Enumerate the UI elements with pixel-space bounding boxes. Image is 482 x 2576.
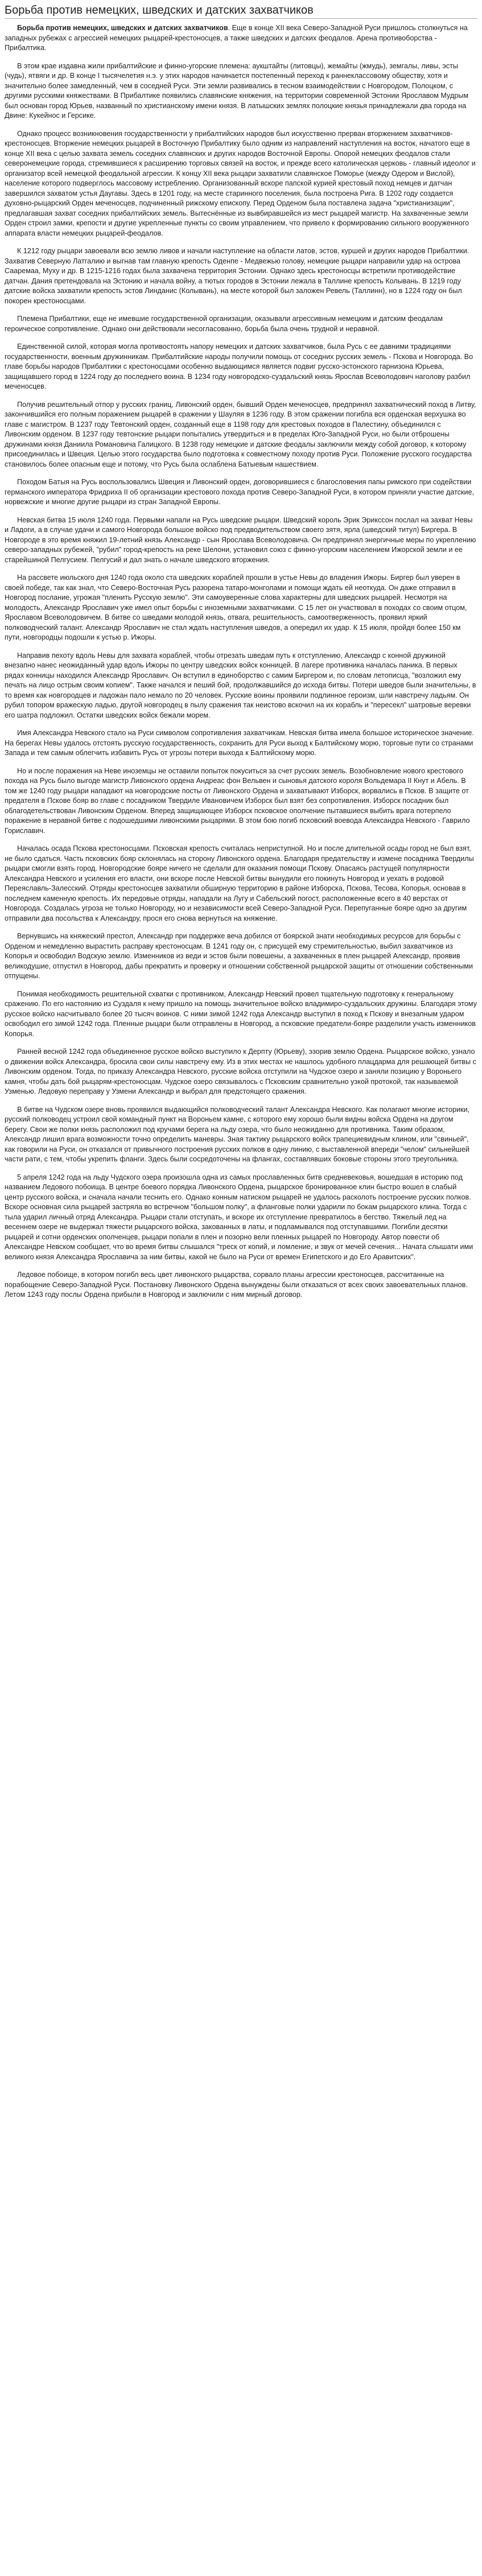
article-paragraph (5, 129, 477, 239)
article-paragraph (5, 314, 477, 334)
paragraph-text: . Еще в конце XII века Северо-Западной Руси пришлось столкнуться на западных рубежах с агрессией немецких рыцарей-крестоносцев, а также шведских и датских феодалов. Арена противоборства - Прибалтика. (5, 24, 468, 52)
paragraph-text: Направив пехоту вдоль Невы для захвата кораблей, чтобы отрезать шведам путь к отступлению, Александр с конной дружиной внезапно нанес неожиданный удар вдоль Ижоры по центру шведских войск конницей. В лагере противника началась паника. В первых рядах конницы находился Александр Ярославич. Он вступил в единоборство с самим Биргером и, по словам летописца, "возложил ему печать на лицо острым своим копием". Также начался и пеший бой, продолжавшийся до исхода битвы. Потери шведов были значительны, в то время как новгородцев и ладожан пало немало по 20 человек. Русские воины проявили подлинное героизм, шли навстречу ладьям. Он рубил топором вражескую ладью, другой новгородец в пылу сражения так неистово вскочил на их корабль и "пересекл" шатровые веревки его шатра подложил. Остатки шведских войск бежали морем. (5, 651, 476, 719)
article-paragraph (5, 400, 477, 470)
article-paragraph (5, 23, 477, 53)
article-paragraph (5, 728, 477, 759)
paragraph-text: Ледовое побоище, в котором погибл весь цвет ливонского рыцарства, сорвало планы агрессии крестоносцев, рассчитанные на порабощение Северо-Западной Руси. Постановку Ливонского Ордена вынуждены были отказаться от всех своих завоевательных планов. Летом 1243 году послы Ордена прибыли в Новгород и заключили с ним мирный договор. (5, 1271, 468, 1299)
article-paragraph (5, 990, 477, 1040)
paragraph-text: Однако процесс возникновения государственности у прибалтийских народов был искусственно прерван вторжением захватчиков-крестоносцев. Вторжение немецких рыцарей в Восточную Прибалтику было одним из направлений наступления на восток, начатого еще в конце XII века с целью захвата земель соседних славянских и других народов Восточной Европы. Опорой немецких феодалов стали северонемецкие города, стремившиеся к расширению торговых связей на восток, и прежде всего католическая церковь - главный идеолог и организатор всей немецкой феодальной агрессии. К концу XII века рыцари захватили славянское Поморье (между Одером и Вислой), население которого подверглось массовому истреблению. Организованный вскоре папской курией крестовый поход немцев и датчан завершился захватом устья Даугавы. Здесь в 1201 году, на месте старинного поселения, была построена Рига. В 1202 году создается духовно-рыцарский Орден меченосцев, подчиненный рижскому епископу. Перед Орденом была поставлена задача "христианизации", предлагавшая захват соседних прибалтийских земель. Вытеснённые из вывбиравшейся из мест рыцарей магистр. На захваченные земли Орден строил замки, крепости и другие укрепленные пункты со своим управлением, что привело к формированию сильного вооруженного аппарата власти немецких рыцарей-феодалов. (5, 129, 476, 237)
paragraph-text: Но и после поражения на Неве иноземцы не оставили попыток покуситься за счет русских земель. Возобновление нового крестового похода на Русь было выгоде магистр Ливонского ордена Андреас фон Вельвен и сыновья датского короля Вольдемара II Кнут и Абель. В том же 1240 году рыцари нападают на новгородские посты от Ливонского Ордена и захватывают Изборск, ворвались в Псков. В защите от предателя в Пскове бояр во главе с посадником Твердиле Ивановичем Изборск был взят без сопротивления. Изборск посадник был облагодетельствован Ливонским Орденом. Вперед защищающее Изборск псковское ополчение пытавшиеся выбить врага потерпело поражение в неравной битве с подошедшими ливонскими рыцарями. В этом бою погиб псковский воевода Александра Невского - Гаврило Гориславич. (5, 766, 470, 835)
paragraph-text: Походом Батыя на Русь воспользовались Швеция и Ливонский орден, договорившиеся с благословения папы римского при содействии германского императора Фридриха II об организации крестового похода против Северо-Западной Руси, в котором приняли участие датские, норвежские и многие другие рыцари из стран Западной Европы. (5, 478, 475, 506)
paragraph-text: Началась осада Пскова крестоносцами. Псковская крепость считалась неприступной. Но и после длительной осады город не был взят, не было сдаться. Часть псковских бояр склонялась на сторону Ливонского ордена. Благодаря предательству и измене посадника Твердилы рыцари смогли взять город. Новгородские бояре ничего не сделали для оказания помощи Пскову. Опасаясь растущей популярности Александра Невского и усиления его власти, они вскоре после Невской битвы вынудили его покинуть Новгород и уехать в родовой Переяславль-Залесский. Отряды крестоносцев захватили обширную территорию в районе Изборска, Пскова, Тесова, Копорья, основав в последнем каменную крепость. Их передовые отряды, нападали на Лугу и Сабельский погост, расположенные всего в 40 верстах от Новгорода. Создалась угроза не только Новгороду, но и независимости всей Северо-Западной Руси. Перепуганные бояре одно за другим отправили два посольства к Александру, прося его снова вернуться на княжение. (5, 844, 474, 922)
paragraph-text: Имя Александра Невского стало на Руси символом сопротивления захватчикам. Невская битва имела большое историческое значение. На берегах Невы удалось отстоять русскую государственность, сохранить для Руси выход к Балтийскому морю, торговые пути со странами Запада и тем самым облегчить избавить Русь от угрозы потери выхода к Балтийскому морю. (5, 729, 474, 757)
article-paragraph (5, 1047, 477, 1097)
paragraph-text: Ранней весной 1242 года объединенное русское войско выступило к Дерпту (Юрьеву), эзорив землю Ордена. Рыцарское войско, узнало о движении войск Александра, бросила свои силы навстречу ему. Из в этих местах не нашлось удобного плацдарма для решающей битвы с Ливонским орденом. Тогда, по приказу Александра Невского, русские войска отступили на Чудское озеро и заняли позицию у Вороньего камня, чтобы дать бой рыцарям-крестоносцам. Чудское озеро связывалось с Псковским сравнительно узкой протокой, так называемой Узменью. Ледовую переправу у Узмени Александр и выбрал для предстоящего сражения. (5, 1048, 476, 1095)
paragraph-text: Получив решительный отпор у русских границ, Ливонский орден, бывший Орден меченосцев, предпринял захватнический поход в Литву, закончившийся его полным поражением рыцарей в сражении у Шауляя в 1236 году. В этом сражении погибла вся орденская верхушка во главе с магистром. В 1237 году Тевтонский орден, созданный еще в 1198 году для крестовых походов в Палестину, объединился с Ливонским орденом. В 1237 году тевтонские рыцари попытались утвердиться и в пределах Юго-Западной Руси, но были отброшены дружинами князя Даниила Романовича Галицкого. В 1238 году немецкие и датские феодалы заключили между собой договор, к которому присоединилась и Швеция. Целью этого государства было подготовка к совместному походу против Руси. Положение русского государства становилось более опасным еще и потому, что Русь была ослаблена Батыевым нашествием. (5, 400, 476, 468)
paragraph-text: Невская битва 15 июля 1240 года. Первыми напали на Русь шведские рыцари. Шведский король Эрик Эрикссон послал на захват Невы и Ладоги, а в случае удачи и самого Новгорода большое войско под предводительством своего зятя, ярла (шведский титул) Биргера. В Новгороде в это время княжил 19-летний князь Александр - сын Ярослава Всеволодовича. Он предпринял энергичные меры по укреплению северо-западных рубежей, "рубил" город-крепость на реке Шелони, установил союз с финно-угорским населением Ижорской земли и ее старейшиной Пелгусием. Пелгусий и дал знать о начале шведского вторжения. (5, 516, 476, 564)
article-paragraph (5, 844, 477, 924)
article-body (5, 23, 477, 1300)
paragraph-text: Племена Прибалтики, еще не имевшие государственной организации, оказывали агрессивным немецким и датским феодалам героическое сопротивление. Однако они действовали несогласованно, борьба была очень трудной и неравной. (5, 315, 443, 333)
article-paragraph (5, 1105, 477, 1165)
article-paragraph (5, 516, 477, 566)
paragraph-text: Вернувшись на княжеский престол, Александр при поддержке веча добился от боярской знати необходимых ресурсов для борьбы с Орденом и немедленно вырастить расправу крестоносцам. В 1241 году он, с присущей ему стремительностью, выбил захватчиков из Копорья и освободил Водскую землю. Изменников из веди и эстов были повешены, а захваченных в плен рыцарей Александр, проявив великодушие, отпустил в Новгород, дабы прекратить и проверку и отношении собственной рыцарской защиты от отношении собственными отпущены. (5, 932, 473, 980)
article-title: Борьба против немецких, шведских и датских захватчиков (5, 3, 477, 19)
paragraph-text: Единственной силой, которая могла противостоять напору немецких и датских захватчиков, была Русь с ее давними традициями государственности, военным дружинникам. Прибалтийские народы получили помощь от соседних русских земель - Пскова и Новгорода. Во главе борьбы народов Прибалтики с крестоносцами особенно выдающимся является подвиг русско-эстонского гарнизона Юрьева, защищавшего город в 1224 году до последнего воина. В 1234 году новгородско-суздальский князь Ярослав Всеволодович наголову разбил меченосцев. (5, 343, 473, 390)
article-paragraph (5, 477, 477, 508)
article-paragraph (5, 1270, 477, 1300)
article-paragraph (5, 61, 477, 121)
paragraph-text: Понимая необходимость решительной схватки с противником, Александр Невский провел тщательную подготовку к генеральному сражению. По его настоянию из Суздаля к нему пришло на помощь значительное войско владимиро-суздальских дружины. Благодаря этому русское войско насчитывало более 20 тысяч воинов. С ними зимой 1242 года Александр выступил в поход к Пскову и внезапным ударом освободил его зимой 1242 года. Пленные рыцари были отправлены в Новгород, а псковские предатели-бояре разделили участь изменников Копорья. (5, 990, 477, 1038)
article-paragraph (5, 342, 477, 392)
paragraph-text: 5 апреля 1242 года на льду Чудского озера произошла одна из самых прославленных битв средневековья, вошедшая в историю под названием Ледового побоища. В центре боевого порядка Ливонского Ордена, рыцарское бронированное клин быстро вошел в слабый центр русского войска, и сначала начали теснить его. Однако конным натиском рыцарей не удалось расколоть построение русских полков. Вскоре основная сила рыцарей застряла во встречном "большом полку", а фланговые полки ударили по бокам рыцарского клина. Тогда с тыла ударил личный отряд Александра. Рыцари стали отступать, и вскоре их отступление превратилось в бегство. Тяжелый лед на весеннем озере не выдержал тяжести рыцарского войска, закованных в латы, и подламывался под отступавшими. Погибли десятки рыцарей и сотни орденских ополченцев, рыцари попали в плен и позорно вели пленных рыцарей по Новгороду. Автор повести об Александре Невском сообщает, что во время битвы слышался "треск от копий, и ломление, и звук от мечей сечения... Начата слышати ими великого князя Александра Ярославича за ним битвы, какой не было на Руси от времен Египетского и до Его Аравитских". (5, 1173, 473, 1261)
article-paragraph (5, 573, 477, 643)
article-paragraph (5, 1173, 477, 1263)
paragraph-text: К 1212 году рыцари завоевали всю землю ливов и начали наступление на области латов, эстов, куршей и других народов Прибалтики. Захватив Северную Латгалию и выгнав там главную крепость Оденпе - Медвежью голову, немецкие рыцари направили удар на острова Сааремаа, Муху и др. В 1215-1216 годах была захвачена территория Эстонии. Однако здесь крестоносцы встретили противодействие датчан. Дания претендовала на Эстонию и начала войну, а тютых городов в Эстонии лежала в Таллине крепость Колывань. В 1219 году датские войска захватили крепость эстов Линданис (Колывань), на месте которой был заложен Ревель (Таллинн), но в 1224 году он был покорен крестоносцами. (5, 247, 469, 305)
article-paragraph (5, 932, 477, 982)
article-paragraph (5, 246, 477, 306)
paragraph-text: На рассвете июльского дня 1240 года около ста шведских кораблей прошли в устье Невы до владения Ижоры. Биргер был уверен в своей победе, так как знал, что Северо-Восточная Русь разорена татаро-монголами и помощи ждать ей неоткуда. Он даже отправил в Новгород послание, угрожая "пленить Русскую землю". Эти самоуверенные слова характерны для шведских рыцарей. Несмотря на молодость, Александр Ярославич уже имел опыт борьбы с иноземными захватчиками. С 15 лет он участвовал в походах со своим отцом, Ярославом Всеволодовичем. В битве со шведами молодой князь, отвага, решительность, самоотверженность, проявил яркий полководческий талант. Александр Ярославич не стал ждать наступления шведов, а опередил их удар. К 15 июля, пройдя более 150 км пути, новгородцы подошли к устью р. Ижоры. (5, 574, 467, 641)
article-paragraph (5, 766, 477, 836)
article-paragraph (5, 651, 477, 721)
paragraph-text: В этом крае издавна жили прибалтийские и финно-угорские племена: аукштайты (литовцы), жемайты (жмудь), земгалы, ливы, эсты (чудь), ятвяги и др. В конце I тысячелетия н.э. у этих народов начинается постепенный переход к раннеклассовому обществу, хотя и значительно более замедленный, чем в соседней Руси. Эти земли развивались в тесном взаимодействии с Новгородом, Полоцком, с другими русскими княжествами. В Прибалтике появились славянские княжения, на территории современной Эстонии Ярославом Мудрым был основан город Юрьев, названный по христианскому имени князя. В латышских землях полоцкие князья принадлежали два города на Двине: Кукейнос и Герсике. (5, 61, 468, 119)
paragraph-text: В битве на Чудском озере вновь проявился выдающийся полководческий талант Александра Невского. Как полагают многие историки, русский полководец устроил свой командный пункт на Вороньем камне, с которого ему хорошо были видны войска Ордена на другом берегу. Свои же полки князь расположил под кручами берега на льду озера, что было неожиданно для противника. Таким образом, Александр лишил врага возможности точно определить маневры. Зная тактику рыцарского войск трапециевидным клином, или "свиньей", как говорили на Руси, он отказался от привычного построения русских полков в одну линию, с выставленной впереди "челом" сильнейшей части рати, с тем, чтобы укрепить фланги. Здесь были сосредоточены на флангах, составлявших боковые стороны этого треугольника. (5, 1105, 470, 1163)
paragraph-lead: Борьба против немецких, шведских и датских захватчиков (17, 24, 228, 32)
